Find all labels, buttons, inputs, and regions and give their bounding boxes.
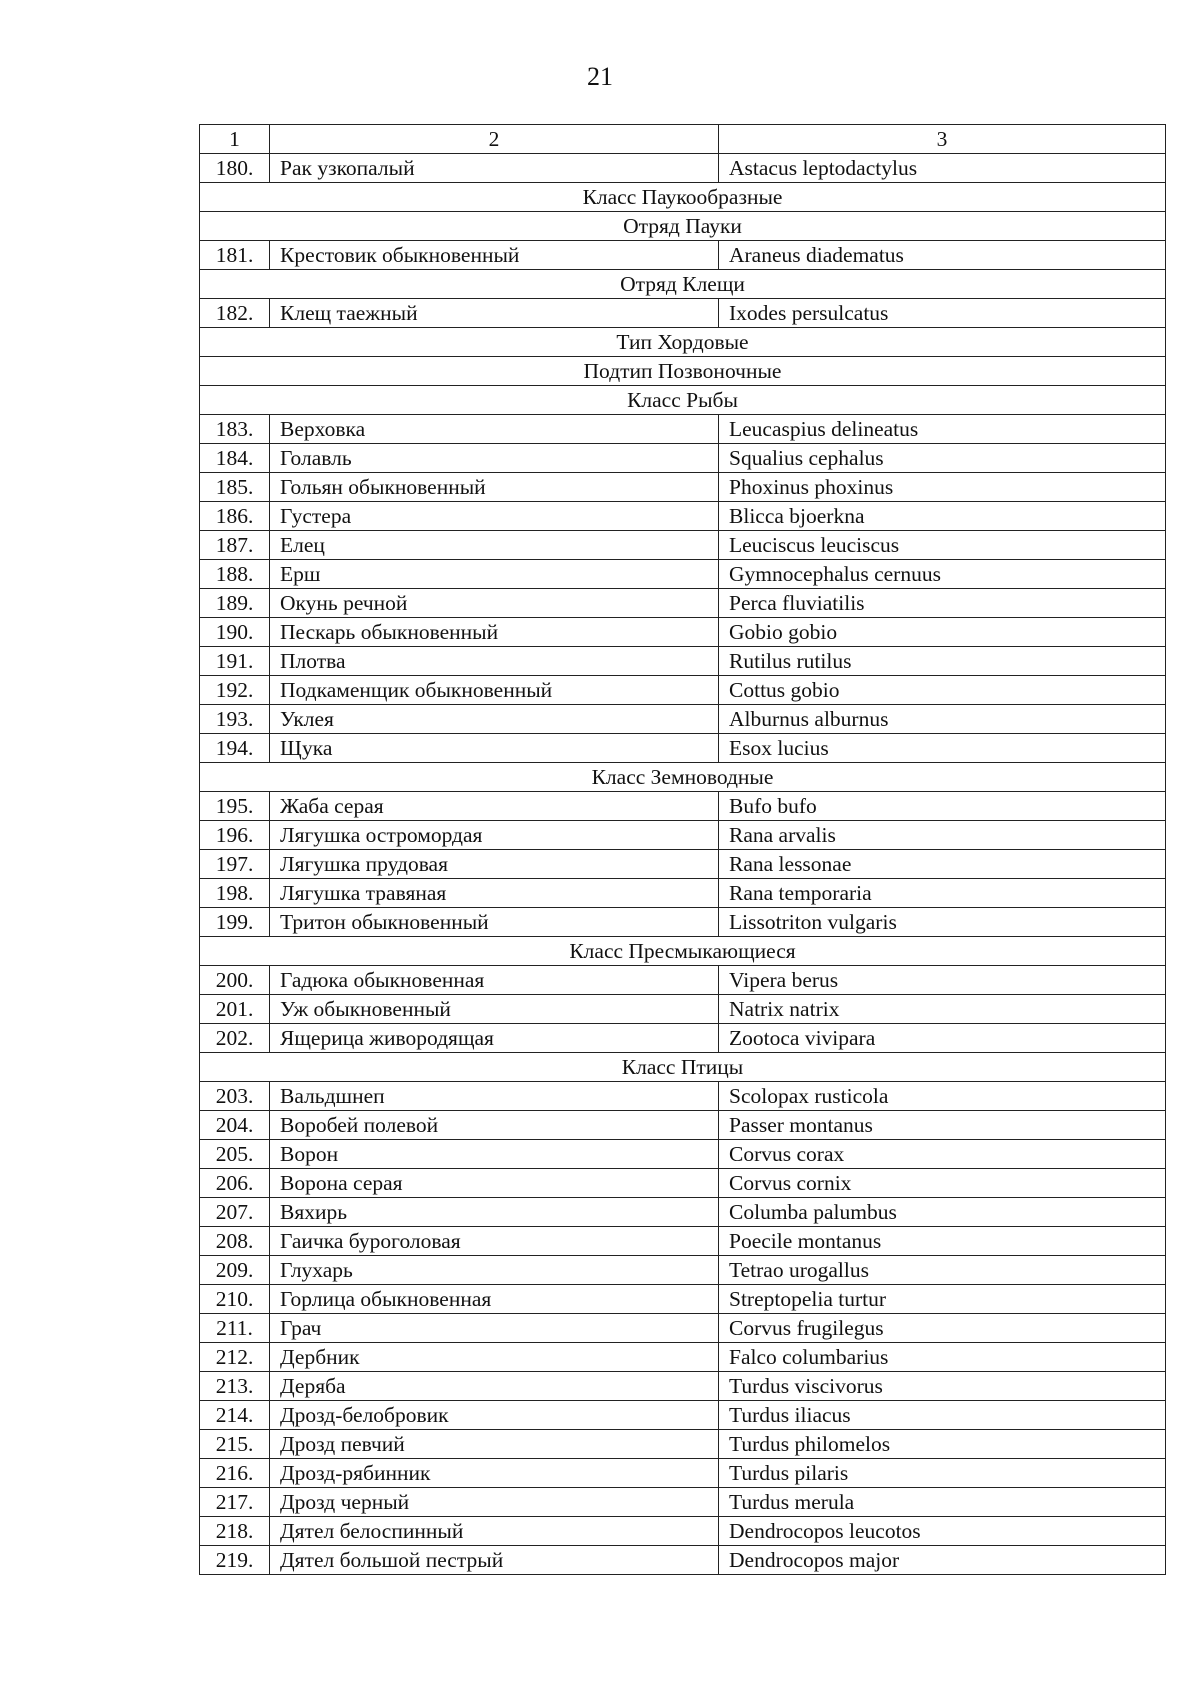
- row-number: 192.: [200, 676, 270, 705]
- table-row: [200, 241, 1166, 270]
- group-heading: Отряд Пауки: [200, 212, 1166, 241]
- group-heading-row: [200, 357, 1166, 386]
- russian-name: Голавль: [270, 444, 719, 473]
- latin-name: Corvus cornix: [719, 1169, 1166, 1198]
- latin-name: Tetrao urogallus: [719, 1256, 1166, 1285]
- row-number: 213.: [200, 1372, 270, 1401]
- russian-name: Ящерица живородящая: [270, 1024, 719, 1053]
- row-number: 205.: [200, 1140, 270, 1169]
- row-number: 180.: [200, 154, 270, 183]
- row-number: 198.: [200, 879, 270, 908]
- table-row: [200, 531, 1166, 560]
- species-table-body: [200, 125, 1166, 1575]
- group-heading: Класс Рыбы: [200, 386, 1166, 415]
- row-number: 181.: [200, 241, 270, 270]
- column-header-number: 1: [200, 125, 270, 154]
- russian-name: Гаичка буроголовая: [270, 1227, 719, 1256]
- table-row: [200, 1430, 1166, 1459]
- row-number: 191.: [200, 647, 270, 676]
- row-number: 201.: [200, 995, 270, 1024]
- latin-name: Scolopax rusticola: [719, 1082, 1166, 1111]
- russian-name: Гольян обыкновенный: [270, 473, 719, 502]
- table-row: [200, 1140, 1166, 1169]
- row-number: 207.: [200, 1198, 270, 1227]
- table-row: [200, 473, 1166, 502]
- latin-name: Columba palumbus: [719, 1198, 1166, 1227]
- table-row: [200, 1546, 1166, 1575]
- latin-name: Dendrocopos leucotos: [719, 1517, 1166, 1546]
- row-number: 188.: [200, 560, 270, 589]
- row-number: 189.: [200, 589, 270, 618]
- russian-name: Дятел белоспинный: [270, 1517, 719, 1546]
- row-number: 203.: [200, 1082, 270, 1111]
- latin-name: Leuciscus leuciscus: [719, 531, 1166, 560]
- row-number: 211.: [200, 1314, 270, 1343]
- group-heading: Класс Пресмыкающиеся: [200, 937, 1166, 966]
- table-row: [200, 966, 1166, 995]
- table-row: [200, 676, 1166, 705]
- row-number: 182.: [200, 299, 270, 328]
- latin-name: Araneus diadematus: [719, 241, 1166, 270]
- latin-name: Turdus iliacus: [719, 1401, 1166, 1430]
- table-row: [200, 560, 1166, 589]
- latin-name: Dendrocopos major: [719, 1546, 1166, 1575]
- russian-name: Вальдшнеп: [270, 1082, 719, 1111]
- table-row: [200, 995, 1166, 1024]
- table-row: [200, 821, 1166, 850]
- russian-name: Деряба: [270, 1372, 719, 1401]
- latin-name: Rana temporaria: [719, 879, 1166, 908]
- row-number: 219.: [200, 1546, 270, 1575]
- row-number: 197.: [200, 850, 270, 879]
- row-number: 183.: [200, 415, 270, 444]
- latin-name: Phoxinus phoxinus: [719, 473, 1166, 502]
- latin-name: Corvus frugilegus: [719, 1314, 1166, 1343]
- latin-name: Leucaspius delineatus: [719, 415, 1166, 444]
- table-row: [200, 502, 1166, 531]
- row-number: 209.: [200, 1256, 270, 1285]
- table-row: [200, 1111, 1166, 1140]
- russian-name: Тритон обыкновенный: [270, 908, 719, 937]
- row-number: 186.: [200, 502, 270, 531]
- latin-name: Cottus gobio: [719, 676, 1166, 705]
- row-number: 196.: [200, 821, 270, 850]
- latin-name: Vipera berus: [719, 966, 1166, 995]
- group-heading: Класс Птицы: [200, 1053, 1166, 1082]
- latin-name: Gobio gobio: [719, 618, 1166, 647]
- russian-name: Уж обыкновенный: [270, 995, 719, 1024]
- row-number: 185.: [200, 473, 270, 502]
- row-number: 184.: [200, 444, 270, 473]
- latin-name: Rana lessonae: [719, 850, 1166, 879]
- latin-name: Rutilus rutilus: [719, 647, 1166, 676]
- latin-name: Streptopelia turtur: [719, 1285, 1166, 1314]
- russian-name: Дрозд черный: [270, 1488, 719, 1517]
- row-number: 212.: [200, 1343, 270, 1372]
- row-number: 217.: [200, 1488, 270, 1517]
- table-row: [200, 589, 1166, 618]
- latin-name: Corvus corax: [719, 1140, 1166, 1169]
- group-heading-row: [200, 937, 1166, 966]
- group-heading-row: [200, 1053, 1166, 1082]
- table-row: [200, 1459, 1166, 1488]
- latin-name: Bufo bufo: [719, 792, 1166, 821]
- column-header-row: [200, 125, 1166, 154]
- row-number: 193.: [200, 705, 270, 734]
- table-row: [200, 792, 1166, 821]
- latin-name: Zootoca vivipara: [719, 1024, 1166, 1053]
- table-row: [200, 1227, 1166, 1256]
- row-number: 208.: [200, 1227, 270, 1256]
- russian-name: Щука: [270, 734, 719, 763]
- row-number: 206.: [200, 1169, 270, 1198]
- russian-name: Вяхирь: [270, 1198, 719, 1227]
- table-row: [200, 1256, 1166, 1285]
- russian-name: Ворона серая: [270, 1169, 719, 1198]
- latin-name: Turdus merula: [719, 1488, 1166, 1517]
- russian-name: Плотва: [270, 647, 719, 676]
- latin-name: Turdus philomelos: [719, 1430, 1166, 1459]
- russian-name: Елец: [270, 531, 719, 560]
- latin-name: Squalius cephalus: [719, 444, 1166, 473]
- table-row: [200, 415, 1166, 444]
- russian-name: Жаба серая: [270, 792, 719, 821]
- group-heading-row: [200, 386, 1166, 415]
- row-number: 187.: [200, 531, 270, 560]
- table-row: [200, 1343, 1166, 1372]
- group-heading: Тип Хордовые: [200, 328, 1166, 357]
- group-heading: Класс Паукообразные: [200, 183, 1166, 212]
- latin-name: Perca fluviatilis: [719, 589, 1166, 618]
- row-number: 216.: [200, 1459, 270, 1488]
- russian-name: Подкаменщик обыкновенный: [270, 676, 719, 705]
- russian-name: Грач: [270, 1314, 719, 1343]
- russian-name: Гадюка обыкновенная: [270, 966, 719, 995]
- group-heading-row: [200, 328, 1166, 357]
- latin-name: Turdus pilaris: [719, 1459, 1166, 1488]
- russian-name: Горлица обыкновенная: [270, 1285, 719, 1314]
- russian-name: Лягушка травяная: [270, 879, 719, 908]
- row-number: 204.: [200, 1111, 270, 1140]
- latin-name: Esox lucius: [719, 734, 1166, 763]
- russian-name: Глухарь: [270, 1256, 719, 1285]
- table-row: [200, 1517, 1166, 1546]
- table-row: [200, 879, 1166, 908]
- group-heading: Класс Земноводные: [200, 763, 1166, 792]
- table-row: [200, 1488, 1166, 1517]
- latin-name: Astacus leptodactylus: [719, 154, 1166, 183]
- russian-name: Рак узкопалый: [270, 154, 719, 183]
- latin-name: Passer montanus: [719, 1111, 1166, 1140]
- table-row: [200, 1082, 1166, 1111]
- table-row: [200, 1024, 1166, 1053]
- russian-name: Клещ таежный: [270, 299, 719, 328]
- russian-name: Лягушка остромордая: [270, 821, 719, 850]
- table-row: [200, 1198, 1166, 1227]
- table-row: [200, 647, 1166, 676]
- latin-name: Turdus viscivorus: [719, 1372, 1166, 1401]
- species-table: [199, 124, 1166, 1575]
- table-row: [200, 734, 1166, 763]
- russian-name: Дрозд-белобровик: [270, 1401, 719, 1430]
- table-row: [200, 1169, 1166, 1198]
- russian-name: Дятел большой пестрый: [270, 1546, 719, 1575]
- russian-name: Крестовик обыкновенный: [270, 241, 719, 270]
- table-row: [200, 1401, 1166, 1430]
- latin-name: Natrix natrix: [719, 995, 1166, 1024]
- table-row: [200, 444, 1166, 473]
- row-number: 202.: [200, 1024, 270, 1053]
- row-number: 218.: [200, 1517, 270, 1546]
- latin-name: Falco columbarius: [719, 1343, 1166, 1372]
- russian-name: Верховка: [270, 415, 719, 444]
- latin-name: Blicca bjoerkna: [719, 502, 1166, 531]
- latin-name: Ixodes persulcatus: [719, 299, 1166, 328]
- russian-name: Ворон: [270, 1140, 719, 1169]
- russian-name: Ерш: [270, 560, 719, 589]
- table-row: [200, 299, 1166, 328]
- row-number: 210.: [200, 1285, 270, 1314]
- table-row: [200, 618, 1166, 647]
- russian-name: Дрозд певчий: [270, 1430, 719, 1459]
- table-row: [200, 850, 1166, 879]
- table-row: [200, 154, 1166, 183]
- row-number: 200.: [200, 966, 270, 995]
- row-number: 194.: [200, 734, 270, 763]
- group-heading: Отряд Клещи: [200, 270, 1166, 299]
- row-number: 190.: [200, 618, 270, 647]
- group-heading-row: [200, 183, 1166, 212]
- group-heading-row: [200, 270, 1166, 299]
- latin-name: Poecile montanus: [719, 1227, 1166, 1256]
- russian-name: Дрозд-рябинник: [270, 1459, 719, 1488]
- page-number: 21: [587, 62, 613, 91]
- row-number: 195.: [200, 792, 270, 821]
- russian-name: Воробей полевой: [270, 1111, 719, 1140]
- russian-name: Окунь речной: [270, 589, 719, 618]
- latin-name: Rana arvalis: [719, 821, 1166, 850]
- group-heading: Подтип Позвоночные: [200, 357, 1166, 386]
- russian-name: Дербник: [270, 1343, 719, 1372]
- group-heading-row: [200, 763, 1166, 792]
- latin-name: Alburnus alburnus: [719, 705, 1166, 734]
- table-row: [200, 705, 1166, 734]
- row-number: 199.: [200, 908, 270, 937]
- russian-name: Лягушка прудовая: [270, 850, 719, 879]
- column-header-latin-name: 3: [719, 125, 1166, 154]
- column-header-russian-name: 2: [270, 125, 719, 154]
- table-row: [200, 1314, 1166, 1343]
- russian-name: Пескарь обыкновенный: [270, 618, 719, 647]
- table-row: [200, 1285, 1166, 1314]
- latin-name: Gymnocephalus cernuus: [719, 560, 1166, 589]
- russian-name: Уклея: [270, 705, 719, 734]
- row-number: 214.: [200, 1401, 270, 1430]
- table-row: [200, 1372, 1166, 1401]
- russian-name: Густера: [270, 502, 719, 531]
- latin-name: Lissotriton vulgaris: [719, 908, 1166, 937]
- table-row: [200, 908, 1166, 937]
- row-number: 215.: [200, 1430, 270, 1459]
- group-heading-row: [200, 212, 1166, 241]
